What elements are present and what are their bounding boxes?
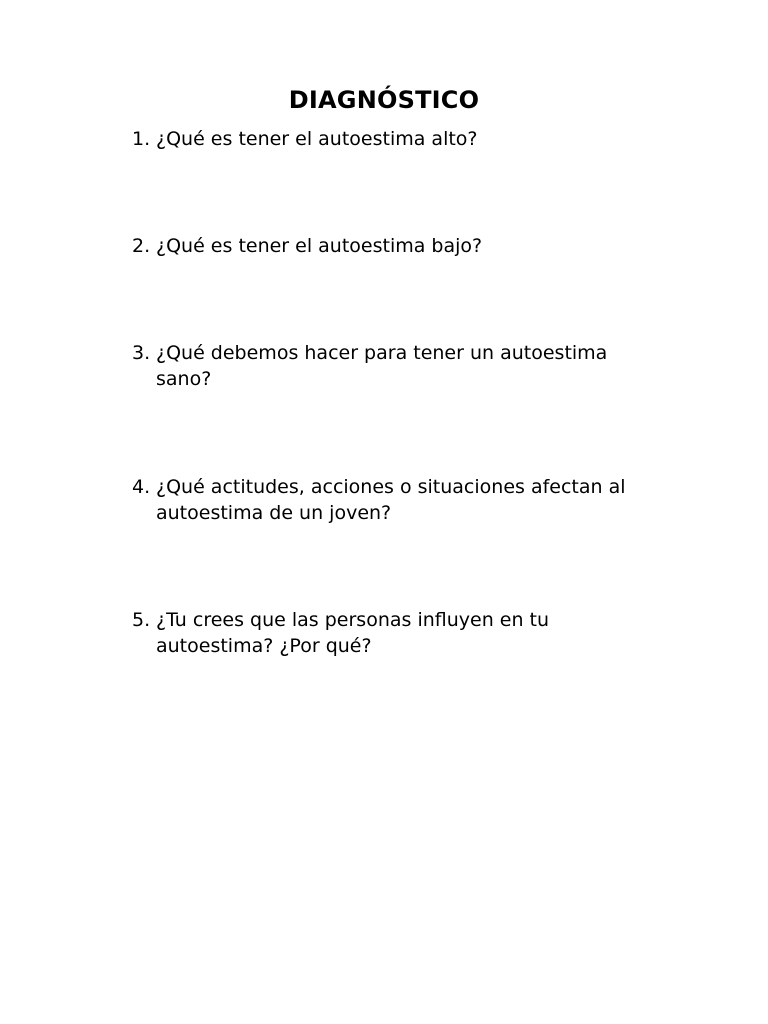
question-text: ¿Qué es tener el autoestima bajo?: [156, 235, 483, 257]
question-item: [132, 233, 662, 259]
question-text: ¿Tu crees que las personas influyen en tu autoestima? ¿Por qué?: [156, 609, 550, 657]
question-number: 3.: [132, 342, 151, 364]
question-text: ¿Qué es tener el autoestima alto?: [156, 128, 478, 150]
question-item: [132, 126, 662, 152]
page-title: DIAGNÓSTICO: [288, 86, 480, 114]
question-item: [132, 607, 662, 659]
question-number: 5.: [132, 609, 151, 631]
question-number: 1.: [132, 128, 151, 150]
question-item: [132, 340, 662, 392]
question-number: 2.: [132, 235, 151, 257]
question-item: [132, 474, 662, 526]
question-number: 4.: [132, 476, 151, 498]
question-text: ¿Qué actitudes, acciones o situaciones afectan al autoestima de un joven?: [156, 476, 626, 524]
question-text: ¿Qué debemos hacer para tener un autoestima sano?: [156, 342, 608, 390]
